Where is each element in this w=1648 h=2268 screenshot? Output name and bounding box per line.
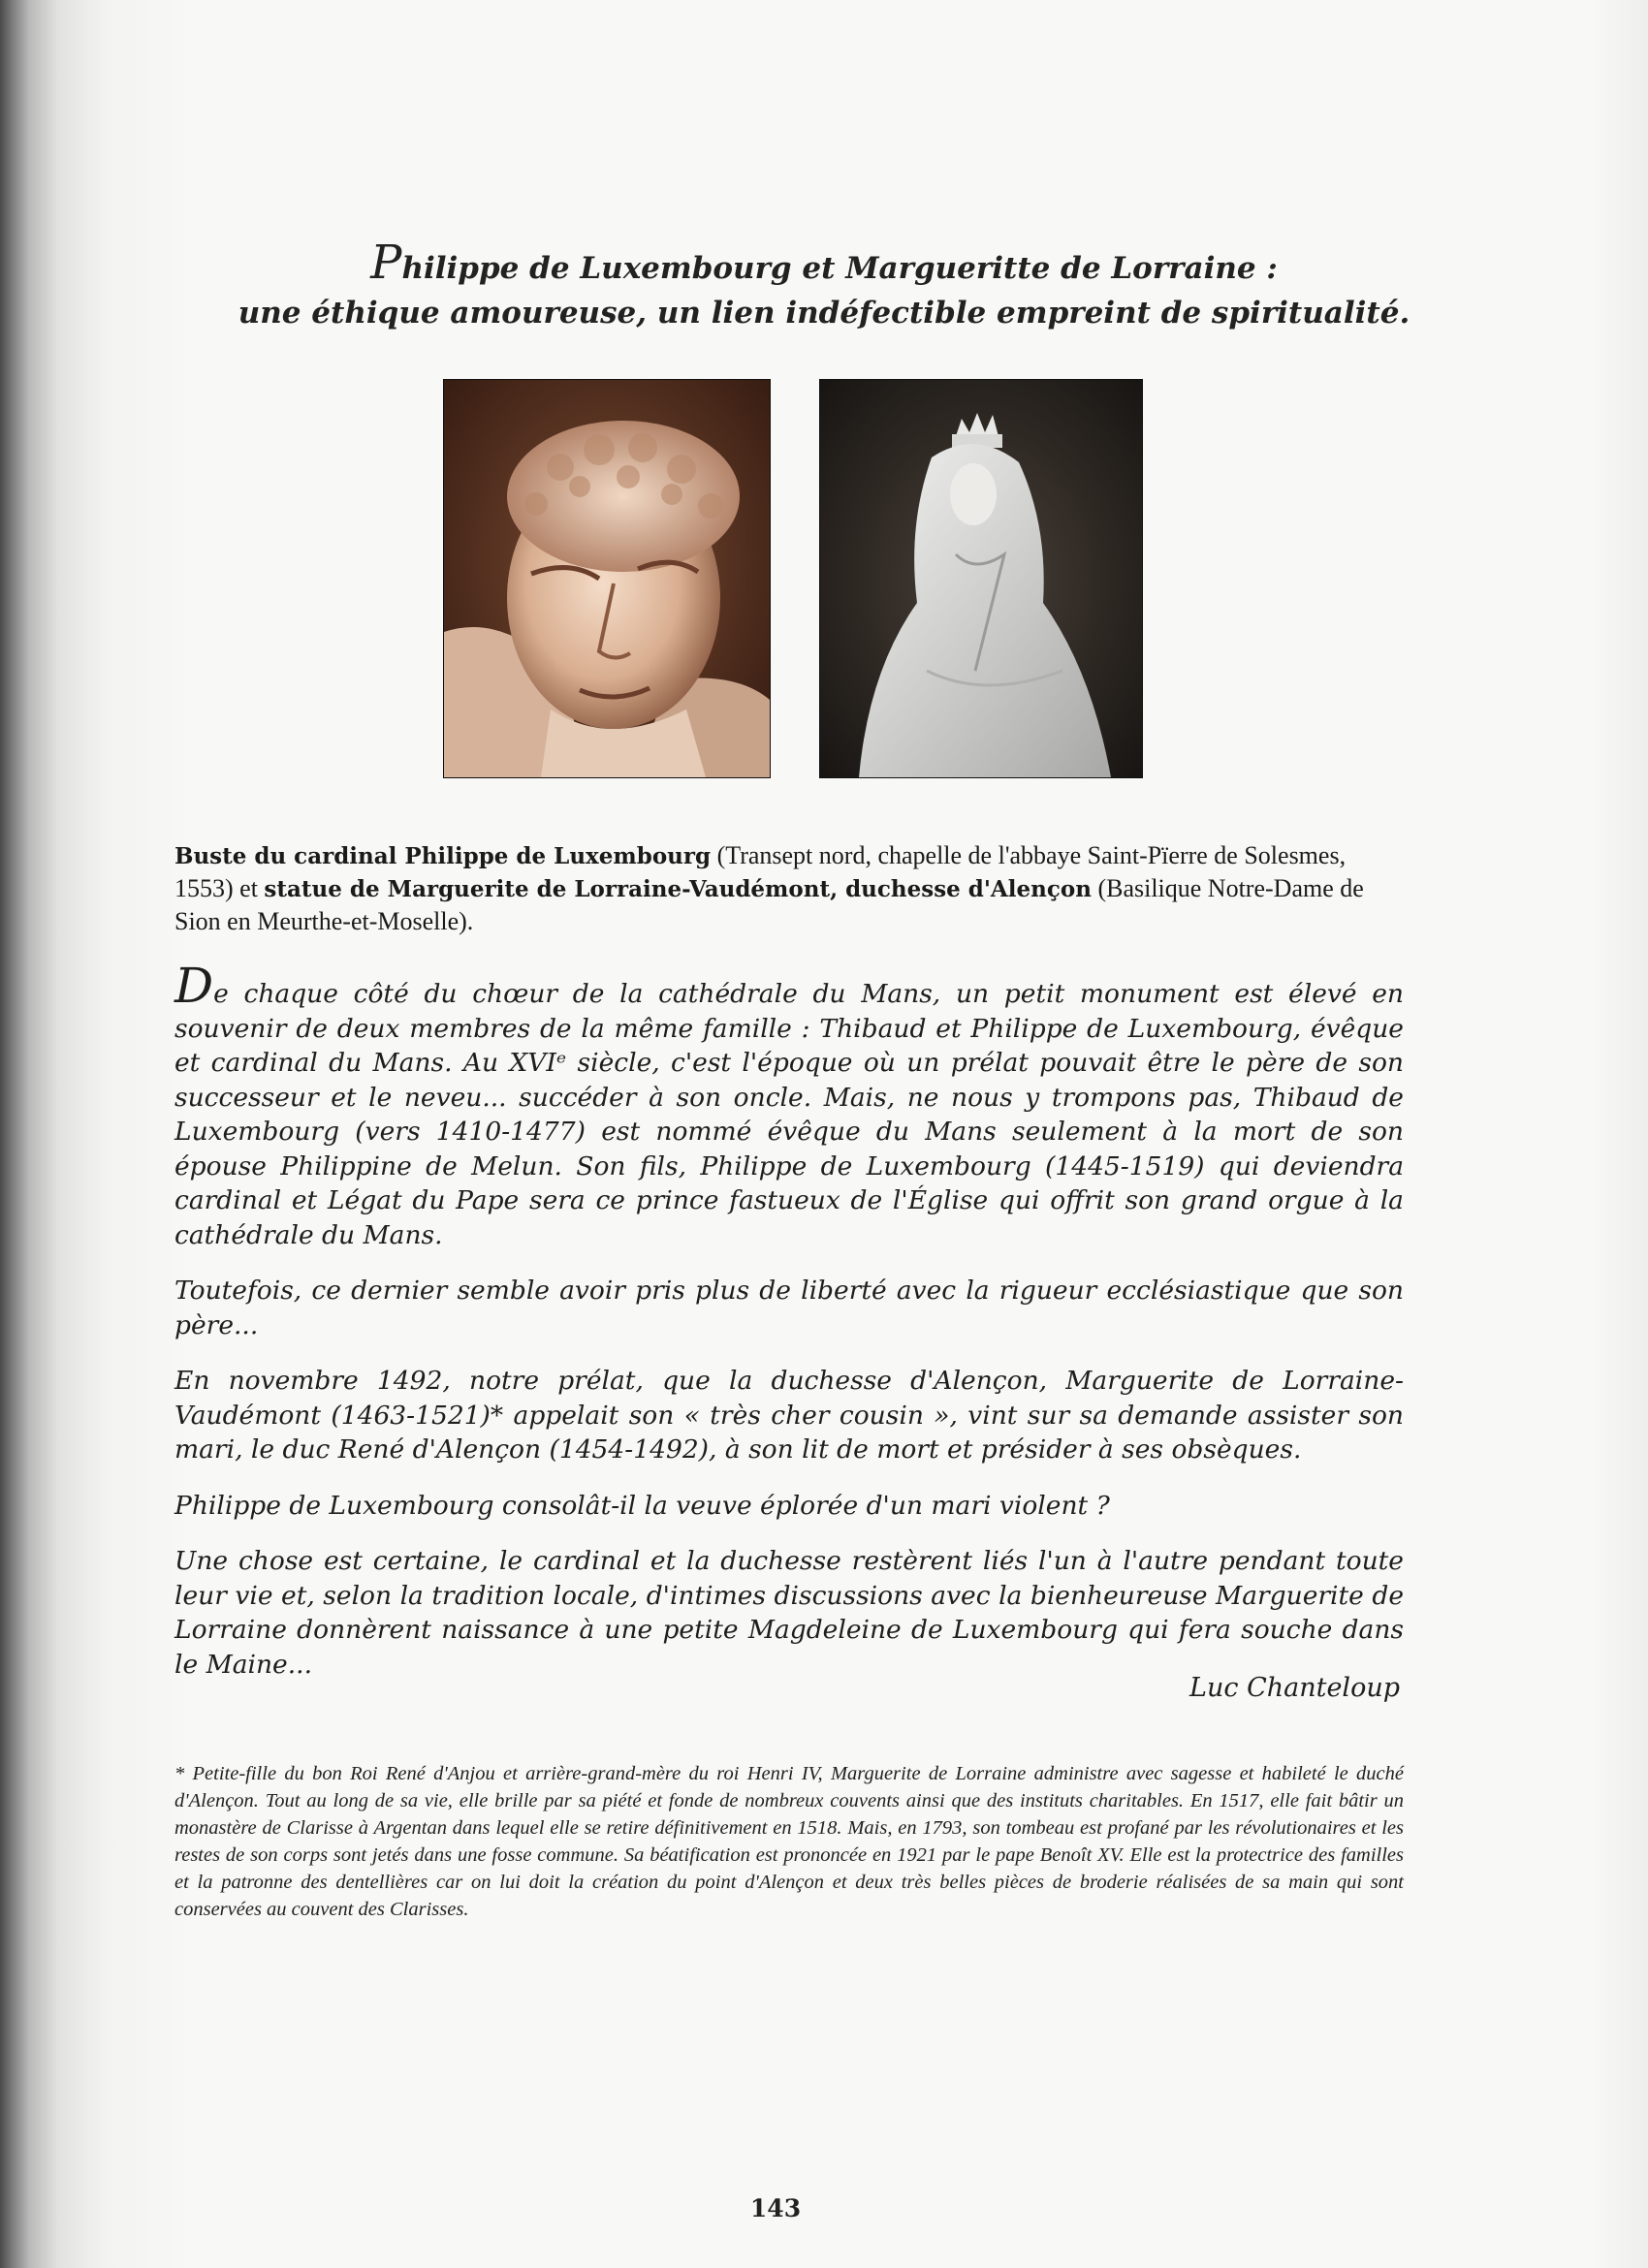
bust-photo	[444, 380, 770, 777]
page-number: 143	[749, 2194, 802, 2222]
caption-bold-1: Buste du cardinal Philippe de Luxembourg	[174, 843, 712, 869]
statue-photo-icon	[820, 380, 1142, 777]
paragraph-3: En novembre 1492, notre prélat, que la duchesse d'Alençon, Marguerite de Lorraine-Vaudémont (1463-1521)* appelait son « très cher cousin », vint sur sa demande assister son mari, le duc René d'Alençon (1454-1492), à son lit de mort et présider à ses obsèques.	[174, 1366, 1404, 1465]
paragraph-5: Une chose est certaine, le cardinal et la duchesse restèrent liés l'un à l'autre pendant toute leur vie et, selon la tradition locale, d'intimes discussions avec la bienheureuse Marguerite de Lorraine donnèrent naissance à une petite Magdeleine de Luxembourg qui fera souche dans le Maine...	[174, 1546, 1404, 1680]
bust-photo-icon	[444, 380, 770, 777]
footnote: * Petite-fille du bon Roi René d'Anjou et arrière-grand-mère du roi Henri IV, Marguerite de Lorraine administre avec sagesse et habileté le duché d'Alençon. Tout au long de sa vie, elle brille par sa piété et fonde de nombreux couvents ainsi que des instituts charitables. En 1517, elle fait bâtir un monastère de Clarisse à Argentan dans lequel elle se retire définitivement en 1518. Mais, en 1793, son tombeau est profané par les révolutionaires et les restes de son corps sont jetés dans une fosse commune. Sa béatification est prononcée en 1921 par le pape Benoît XV. Elle est la protectrice des familles et la patronne des dentellières car on lui doit la création du point d'Alençon et deux très belles pièces de broderie réalisées de sa main qui sont conservées au couvent des Clarisses.	[174, 1763, 1404, 1920]
title-line-1	[174, 236, 1474, 291]
paragraph-4: Philippe de Luxembourg consolât-il la veuve éplorée d'un mari violent ?	[174, 1490, 1110, 1521]
caption-text-2: (Basilique Notre-Dame de Sion en Meurthe-et-Moselle).	[174, 874, 1364, 935]
paragraph-1-text: e chaque côté du chœur de la cathédrale du Mans, un petit monument est élevé en souvenir de deux membres de la même famille : Thibaud et Philippe de Luxembourg, évêque et cardinal du Mans. Au XVIᵉ siècle, c'est l'époque où un prélat pouvait être le père de son successeur et le neveu... succéder à son oncle. Mais, ne nous y trompons pas, Thibaud de Luxembourg (vers 1410-1477) est nommé évêque du Mans seulement à la mort de son épouse Philippine de Melun. Son fils, Philippe de Luxembourg (1445-1519) qui deviendra cardinal et Légat du Pape sera ce prince fastueux de l'Église qui offrit son grand orgue à la cathédrale du Mans.	[174, 979, 1404, 1250]
photo-caption	[174, 839, 1406, 937]
caption-bold-2: statue de Marguerite de Lorraine-Vaudémont, duchesse d'Alençon	[264, 876, 1092, 902]
paragraph-1	[174, 958, 1404, 1252]
author-signature: Luc Chanteloup	[1189, 1673, 1400, 1703]
caption-text-1: (Transept nord, chapelle de l'abbaye Saint-Pïerre de Solesmes, 1553) et	[174, 841, 1347, 902]
article-body	[174, 958, 1404, 1703]
paragraph-2: Toutefois, ce dernier semble avoir pris plus de liberté avec la rigueur ecclésiastique que son père...	[174, 1276, 1404, 1340]
title-initial: P	[370, 236, 402, 290]
statue-photo	[820, 380, 1142, 777]
article-title	[174, 236, 1474, 335]
title-line-2: une éthique amoureuse, un lien indéfectible empreint de spiritualité.	[238, 296, 1410, 331]
paragraph-initial: D	[174, 958, 214, 1014]
title-line-1-text: hilippe de Luxembourg et Margueritte de Lorraine :	[401, 251, 1278, 286]
